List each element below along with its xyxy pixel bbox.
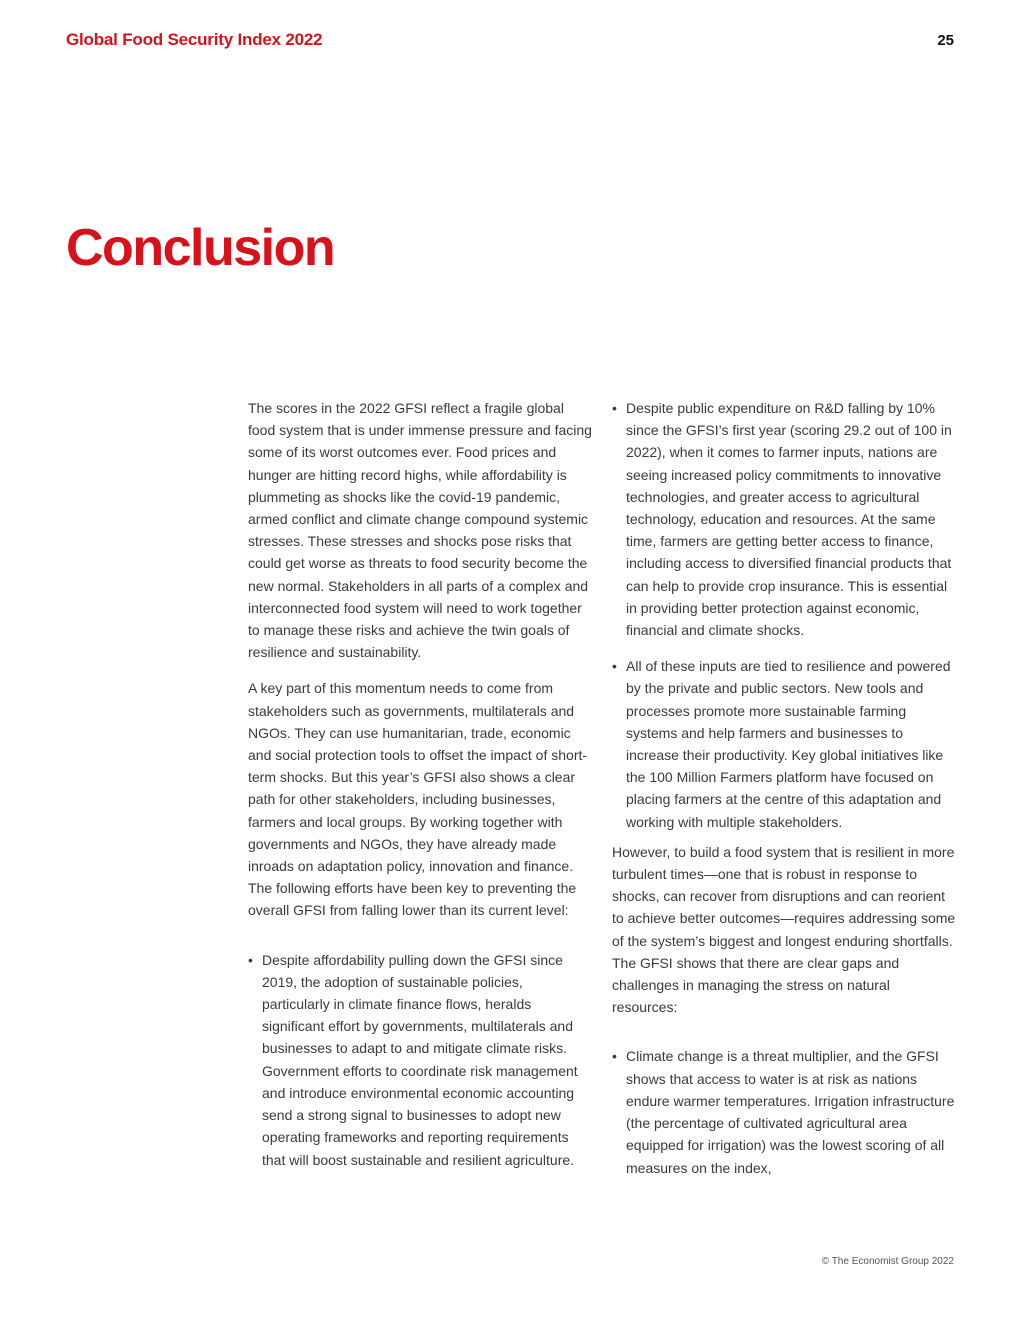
- bullet-marker: •: [612, 1048, 617, 1065]
- bullet-marker: •: [612, 400, 617, 416]
- list-item: [612, 655, 957, 833]
- list-item-text: Climate change is a threat multiplier, and the GFSI shows that access to water is at risk as nations endure warmer temperatures. Irrigation infrastructure (the percentage of cultivated agricultural area equipped for irrigation) was the lowest scoring of all measures on the index,: [626, 1048, 955, 1176]
- bullet-list: [612, 1045, 957, 1178]
- list-item: [612, 397, 957, 641]
- list-item: [612, 1045, 957, 1178]
- bullet-list: [612, 397, 957, 833]
- page-number: 25: [937, 32, 954, 49]
- bullet-list: [248, 949, 593, 1171]
- bullet-marker: •: [248, 951, 253, 968]
- challenges-paragraph: However, to build a food system that is resilient in more turbulent times—one that is robust in response to shocks, can recover from disruptions and can reorient to achieve better outcomes—requires addressing some of the system’s biggest and longest enduring shortfalls. The GFSI shows that there are clear gaps and challenges in managing the stress on natural resources:: [612, 843, 956, 1016]
- intro-paragraph: The scores in the 2022 GFSI reflect a fragile global food system that is under immense pressure and facing some of its worst outcomes ever. Food prices and hunger are hitting record highs, while affordability is plummeting as shocks like the covid-19 pandemic, armed conflict and climate change compound systemic stresses. These stresses and shocks pose risks that could get worse as threats to food security become the new normal. Stakeholders in all parts of a complex and interconnected food system will need to work together to manage these risks and achieve the twin goals of resilience and sustainability.: [248, 400, 592, 661]
- copyright-footer: © The Economist Group 2022: [821, 1256, 954, 1267]
- running-header-title: Global Food Security Index 2022: [66, 30, 323, 49]
- bullet-marker: •: [612, 658, 617, 675]
- right-column: [612, 397, 957, 1193]
- stakeholders-paragraph: A key part of this momentum needs to come from stakeholders such as governments, multilaterals and NGOs. They can use humanitarian, trade, economic and social protection tools to offset the impact of short-term shocks. But this year’s GFSI also shows a clear path for other stakeholders, including businesses, farmers and local groups. By working together with governments and NGOs, they have already made inroads on adaptation policy, innovation and finance. The following efforts have been key to preventing the overall GFSI from falling lower than its current level:: [248, 680, 588, 919]
- list-item: [248, 949, 593, 1171]
- list-item-text: All of these inputs are tied to resilience and powered by the private and public sectors. New tools and processes promote more sustainable farming systems and help farmers and businesses to increase their productivity. Key global initiatives like the 100 Million Farmers platform have focused on placing farmers at the centre of this adaptation and working with multiple stakeholders.: [626, 658, 951, 830]
- list-item-text: Despite affordability pulling down the GFSI since 2019, the adoption of sustainable policies, particularly in climate finance flows, heralds significant effort by governments, multilaterals and businesses to adapt to and mitigate climate risks. Government efforts to coordinate risk management and introduce environmental economic accounting send a strong signal to businesses to adopt new operating frameworks and reporting requirements that will boost sustainable and resilient agriculture.: [262, 951, 578, 1168]
- list-item-text: Despite public expenditure on R&D falling by 10% since the GFSI’s first year (scoring 29.2 out of 100 in 2022), when it comes to farmer inputs, nations are seeing increased policy commitments to innovative technologies, and greater access to agricultural technology, education and resources. At the same time, farmers are getting better access to finance, including access to diversified financial products that can help to provide crop insurance. This is essential in providing better protection against economic, financial and climate shocks.: [626, 400, 952, 639]
- left-column: [248, 397, 593, 1185]
- section-heading: Conclusion: [66, 219, 335, 277]
